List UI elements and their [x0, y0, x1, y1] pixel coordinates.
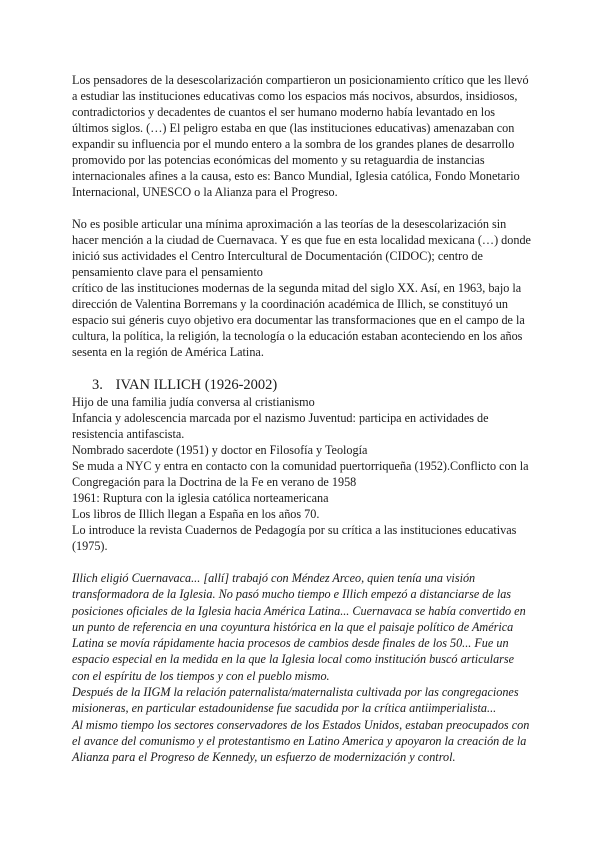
bio-line: Lo introduce la revista Cuadernos de Pedagogía por su crítica a las instituciones educativas (1975). — [72, 523, 517, 553]
intro-paragraph-1: Los pensadores de la desescolarización compartieron un posicionamiento crítico que les llevó a estudiar las instituciones educativas como los espacios más nocivos, absurdos, insidiosos, contradictorios y decadentes de cuantos el ser humano moderno había levantado en los últimos siglos. (…) El peligro estaba en que (las instituciones educativas) amenazaban con expandir su influencia por el mundo entero a la sombra de los grandes planes de desarrollo promovido por las potencias económicas del momento y su retaguardia de instancias internacionales afines a la causa, esto es: Banco Mundial, Iglesia católica, Fondo Monetario Internacional, UNESCO o la Alianza para el Progreso. — [72, 73, 529, 199]
paragraph-gap — [72, 200, 532, 216]
bio-line: Se muda a NYC y entra en contacto con la comunidad puertorriqueña (1952).Conflicto con la Congregación para la Doctrina de la Fe en verano de 1958 — [72, 459, 529, 489]
quote-paragraph-3: Al mismo tiempo los sectores conservadores de los Estados Unidos, estaban preocupados con el avance del comunismo y el protestantismo en Latino America y apoyaron la creación de la Alianza para el Progreso de Kennedy, un esfuerzo de modernización y control. — [72, 717, 530, 765]
section-number: 3. — [92, 377, 103, 393]
intro-paragraph-2-start: No es posible articular una mínima aproximación a las teorías de la desescolarización sin hacer mención a la ciudad de Cuernavaca. Y es que fue en esta localidad mexicana (…) donde inició sus actividades el Centro Intercultural de Documentación (CIDOC); centro de pensamiento clave para el pensamiento — [72, 217, 531, 279]
bio-line: 1961: Ruptura con la iglesia católica norteamericana — [72, 491, 329, 505]
bio-line: Infancia y adolescencia marcada por el nazismo Juventud: participa en actividades de resistencia antifascista. — [72, 411, 489, 441]
section-title: IVAN ILLICH (1926-2002) — [115, 377, 278, 393]
bio-line: Hijo de una familia judía conversa al cristianismo — [72, 395, 315, 409]
quote-paragraph-1: Illich eligió Cuernavaca... [allí] trabajó con Méndez Arceo, quien tenía una visión transformadora de la Iglesia. No pasó mucho tiempo e Illich empezó a distanciarse de las posiciones oficiales de la Iglesia hacia América Latina... Cuernavaca se había convertido en un punto de referencia en una coyuntura histórica en la que el paisaje político de América Latina se movía rápidamente hacia procesos de cambios desde finales de los 50... Fue un espacio especial en la medida en la que la Iglesia local como institución buscó articularse con el espíritu de los tiempos y con el pueblo mismo. — [72, 571, 526, 683]
quote-block — [72, 570, 532, 766]
document-page — [72, 72, 532, 766]
bio-line: Nombrado sacerdote (1951) y doctor en Filosofía y Teología — [72, 443, 368, 457]
paragraph-gap — [72, 554, 532, 570]
biography-list — [72, 394, 532, 554]
section-heading — [72, 376, 532, 394]
paragraph-gap — [72, 360, 532, 376]
quote-paragraph-2: Después de la IIGM la relación paternalista/maternalista cultivada por las congregaciones misioneras, en particular estadounidense fue sacudida por la crítica antiimperialista... — [72, 685, 519, 716]
bio-line: Los libros de Illich llegan a España en los años 70. — [72, 507, 320, 521]
intro-paragraph-2-end: crítico de las instituciones modernas de la segunda mitad del siglo XX. Así, en 1963, bajo la dirección de Valentina Borremans y la coordinación académica de Illich, se constituyó un espacio sui géneris cuyo objetivo era documentar las transformaciones que en el campo de la cultura, la política, la religión, la tecnología o la educación estaban aconteciendo en los años sesenta en la región de América Latina. — [72, 281, 525, 359]
